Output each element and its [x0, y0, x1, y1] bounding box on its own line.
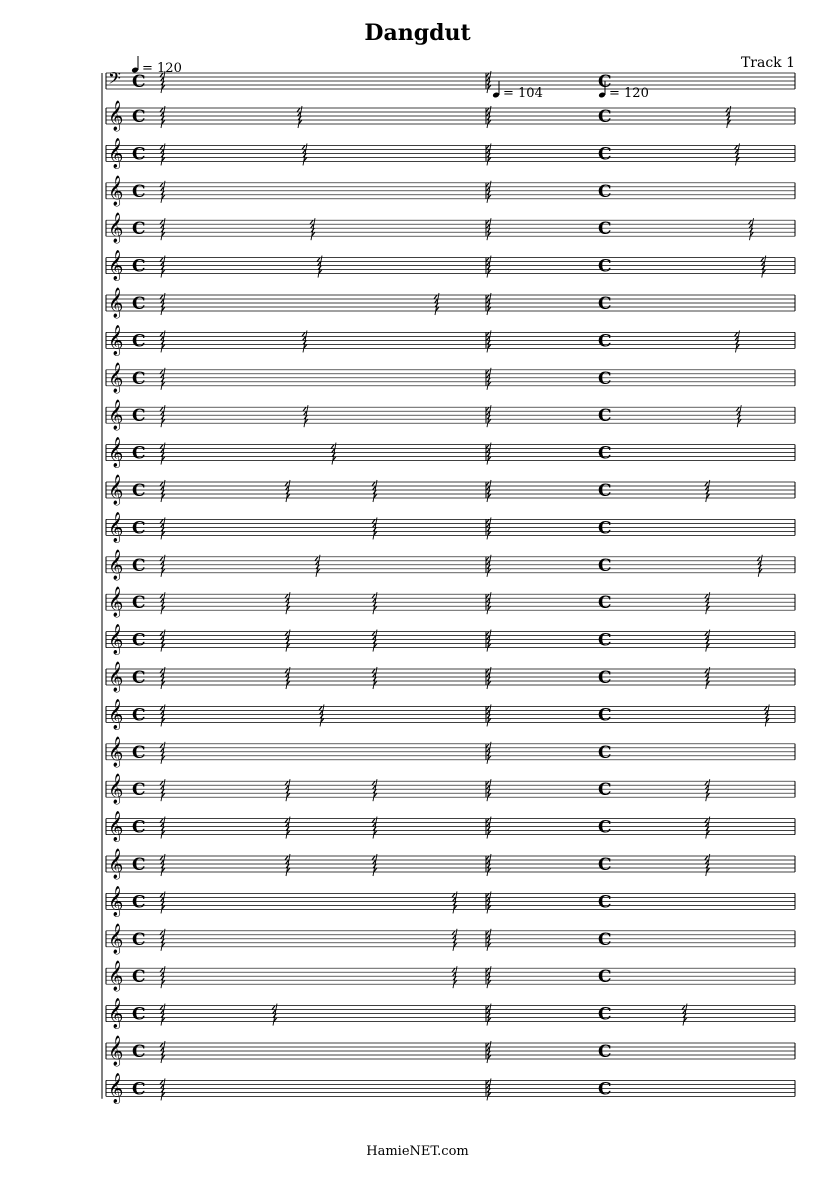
staff	[106, 923, 795, 955]
rest-stroke	[160, 220, 163, 224]
staff	[106, 511, 795, 543]
rest-stroke	[372, 482, 375, 486]
rest-icon	[160, 1078, 165, 1100]
rest-stroke	[160, 931, 163, 935]
tempo-value: = 120	[142, 61, 182, 76]
rest-icon	[486, 517, 491, 539]
rest-icon	[486, 667, 491, 689]
time-signature-change: C	[598, 929, 612, 950]
tempo-value: = 120	[609, 86, 649, 101]
treble-clef-icon: 𝄞	[108, 587, 124, 618]
rest-stroke	[372, 819, 375, 823]
rest-stroke	[160, 145, 163, 149]
rest-icon	[160, 330, 165, 352]
treble-clef-icon: 𝄞	[108, 662, 124, 692]
rest-icon	[452, 891, 457, 913]
staff	[106, 848, 795, 880]
rest-icon	[310, 218, 315, 240]
rest-icon	[486, 143, 491, 165]
rest-icon	[486, 1004, 491, 1026]
staff	[106, 324, 795, 356]
tempo-mark	[492, 81, 543, 101]
rest-icon	[486, 1041, 491, 1063]
staff	[106, 399, 795, 431]
treble-clef-icon: 𝄞	[108, 961, 124, 992]
rest-stroke	[726, 108, 729, 112]
rest-icon	[486, 405, 491, 427]
time-signature: C	[132, 181, 146, 202]
rest-icon	[736, 405, 741, 427]
rest-icon	[486, 779, 491, 801]
time-signature-change: C	[598, 668, 612, 688]
rest-icon	[372, 854, 377, 876]
staff	[106, 698, 795, 730]
rest-stroke	[285, 781, 288, 785]
rest-icon	[705, 779, 710, 801]
treble-clef-icon: 𝄞	[108, 774, 124, 805]
treble-clef-icon: 𝄞	[108, 886, 124, 917]
rest-stroke	[160, 968, 163, 972]
footer-text: HamieNET.com	[366, 1144, 469, 1159]
rest-icon	[160, 742, 165, 764]
treble-clef-icon: 𝄞	[108, 325, 124, 356]
rest-stroke	[160, 594, 163, 598]
rest-icon	[486, 293, 491, 315]
rest-stroke	[297, 108, 300, 112]
rest-icon	[160, 592, 165, 614]
rest-icon	[764, 704, 769, 726]
rest-stroke	[160, 1006, 163, 1010]
rest-icon	[160, 929, 165, 951]
staff	[106, 773, 795, 805]
rest-icon	[372, 779, 377, 801]
time-signature: C	[132, 406, 146, 427]
rest-icon	[486, 106, 491, 128]
time-signature-change: C	[598, 855, 612, 875]
time-signature-change: C	[598, 518, 612, 539]
rest-stroke	[736, 407, 739, 411]
rest-icon	[160, 218, 165, 240]
rest-icon	[160, 368, 165, 390]
staff	[106, 212, 795, 244]
treble-clef-icon: 𝄞	[108, 1036, 124, 1066]
treble-clef-icon: 𝄞	[108, 101, 124, 131]
rest-stroke	[160, 258, 163, 262]
time-signature: C	[132, 555, 146, 576]
treble-clef-icon: 𝄞	[108, 512, 124, 543]
staff	[106, 549, 795, 581]
rest-icon	[705, 817, 710, 839]
time-signature: C	[132, 593, 146, 614]
rest-stroke	[160, 1043, 163, 1047]
time-signature: C	[132, 144, 146, 165]
rest-icon	[372, 480, 377, 502]
rest-icon	[735, 143, 740, 165]
rest-icon	[486, 555, 491, 577]
rest-icon	[315, 555, 320, 577]
rest-stroke	[434, 295, 437, 299]
rest-icon	[372, 667, 377, 689]
time-signature-change: C	[598, 1004, 612, 1025]
rest-icon	[761, 256, 766, 278]
rest-icon	[285, 854, 290, 876]
rest-icon	[160, 143, 165, 165]
rest-stroke	[160, 557, 163, 561]
rest-icon	[486, 854, 491, 876]
rest-stroke	[285, 819, 288, 823]
rest-icon	[372, 817, 377, 839]
rest-icon	[452, 966, 457, 988]
time-signature-change: C	[598, 181, 612, 202]
rest-stroke	[160, 781, 163, 785]
rest-icon	[486, 71, 491, 93]
treble-clef-icon: 𝄞	[108, 175, 124, 206]
rest-icon	[160, 405, 165, 427]
rest-icon	[486, 330, 491, 352]
rest-stroke	[452, 931, 455, 935]
rest-stroke	[761, 258, 764, 262]
time-signature-change: C	[598, 219, 612, 240]
time-signature: C	[132, 892, 146, 913]
footer-credit	[0, 1144, 835, 1159]
rest-icon	[705, 592, 710, 614]
rest-stroke	[317, 258, 320, 262]
rest-stroke	[705, 669, 708, 673]
treble-clef-icon: 𝄞	[108, 624, 124, 655]
rest-stroke	[160, 856, 163, 860]
time-signature: C	[132, 1079, 146, 1100]
staff	[106, 287, 795, 319]
time-signature-change: C	[598, 555, 612, 576]
rest-icon	[726, 106, 731, 128]
rest-icon	[160, 966, 165, 988]
staff	[106, 586, 795, 618]
rest-stroke	[705, 819, 708, 823]
treble-clef-icon: 𝄞	[108, 288, 124, 318]
time-signature: C	[132, 668, 146, 688]
rest-icon	[160, 667, 165, 689]
treble-clef-icon: 𝄞	[108, 811, 124, 842]
time-signature: C	[132, 705, 146, 726]
time-signature: C	[132, 518, 146, 539]
time-signature: C	[132, 1004, 146, 1025]
time-signature-change: C	[598, 967, 612, 988]
staff	[106, 362, 795, 394]
time-signature-change: C	[598, 331, 612, 352]
rest-stroke	[302, 332, 305, 336]
rest-stroke	[160, 1080, 163, 1084]
time-signature: C	[132, 481, 146, 501]
time-signature: C	[132, 294, 146, 314]
rest-stroke	[452, 968, 455, 972]
time-signature: C	[132, 443, 146, 464]
rest-stroke	[315, 557, 318, 561]
rest-icon	[331, 443, 336, 465]
rest-icon	[160, 817, 165, 839]
rest-icon	[486, 443, 491, 465]
staff	[106, 474, 795, 506]
rest-icon	[285, 592, 290, 614]
rest-stroke	[285, 856, 288, 860]
rest-stroke	[160, 632, 163, 636]
rest-icon	[434, 293, 439, 315]
rest-icon	[285, 667, 290, 689]
rest-stroke	[160, 893, 163, 897]
staff	[106, 885, 795, 917]
rest-icon	[160, 891, 165, 913]
rest-stroke	[310, 220, 313, 224]
rest-icon	[705, 667, 710, 689]
rest-icon	[486, 704, 491, 726]
rest-stroke	[749, 220, 752, 224]
time-signature-change: C	[598, 593, 612, 614]
rest-stroke	[160, 819, 163, 823]
rest-stroke	[160, 669, 163, 673]
rest-icon	[735, 330, 740, 352]
rest-icon	[486, 891, 491, 913]
rest-icon	[705, 480, 710, 502]
rest-stroke	[160, 295, 163, 299]
time-signature-change: C	[598, 817, 612, 838]
treble-clef-icon: 𝄞	[108, 923, 124, 954]
rest-stroke	[705, 781, 708, 785]
staff-system	[102, 68, 795, 1104]
rest-icon	[160, 181, 165, 203]
time-signature-change: C	[598, 892, 612, 913]
time-signature-change: C	[598, 294, 612, 314]
treble-clef-icon: 𝄞	[108, 138, 124, 169]
time-signature-change: C	[598, 481, 612, 501]
time-signature-change: C	[598, 406, 612, 427]
rest-stroke	[372, 856, 375, 860]
rest-icon	[160, 704, 165, 726]
time-signature-change: C	[598, 705, 612, 726]
time-signature: C	[132, 72, 146, 92]
rest-icon	[705, 854, 710, 876]
rest-icon	[285, 630, 290, 652]
rest-icon	[160, 106, 165, 128]
time-signature-change: C	[598, 144, 612, 165]
rest-stroke	[682, 1006, 685, 1010]
rest-icon	[486, 480, 491, 502]
rest-stroke	[272, 1006, 275, 1010]
rest-icon	[302, 143, 307, 165]
treble-clef-icon: 𝄞	[108, 400, 124, 431]
treble-clef-icon: 𝄞	[108, 699, 124, 730]
rest-stroke	[160, 706, 163, 710]
tempo-markings	[131, 56, 649, 101]
time-signature-change: C	[598, 107, 612, 127]
rest-stroke	[302, 145, 305, 149]
time-signature: C	[132, 630, 146, 651]
time-signature: C	[132, 107, 146, 127]
time-signature: C	[132, 967, 146, 988]
rest-icon	[160, 443, 165, 465]
rest-stroke	[735, 145, 738, 149]
rest-stroke	[160, 445, 163, 449]
rest-icon	[682, 1004, 687, 1026]
treble-clef-icon: 𝄞	[108, 849, 124, 879]
rest-icon	[486, 929, 491, 951]
rest-stroke	[452, 893, 455, 897]
treble-clef-icon: 𝄞	[108, 475, 124, 505]
rest-stroke	[705, 482, 708, 486]
time-signature-change: C	[598, 72, 612, 92]
bass-clef-icon: 𝄢	[108, 68, 121, 92]
rest-stroke	[705, 594, 708, 598]
time-signature: C	[132, 855, 146, 875]
rest-icon	[486, 742, 491, 764]
time-signature-change: C	[598, 443, 612, 464]
staff	[106, 661, 795, 693]
rest-icon	[757, 555, 762, 577]
rest-icon	[749, 218, 754, 240]
rest-icon	[486, 630, 491, 652]
staff	[106, 100, 795, 132]
time-signature-change: C	[598, 742, 612, 763]
staff	[106, 1035, 795, 1067]
staff	[106, 437, 795, 469]
treble-clef-icon: 𝄞	[108, 1073, 124, 1104]
rest-stroke	[372, 781, 375, 785]
treble-clef-icon: 𝄞	[108, 362, 124, 393]
time-signature: C	[132, 219, 146, 240]
rest-stroke	[705, 632, 708, 636]
treble-clef-icon: 𝄞	[108, 736, 124, 767]
staff	[106, 250, 795, 282]
rest-stroke	[331, 445, 334, 449]
time-signature: C	[132, 256, 146, 277]
rest-icon	[705, 630, 710, 652]
staff	[106, 175, 795, 207]
staff	[106, 68, 795, 93]
rest-icon	[285, 779, 290, 801]
rest-stroke	[160, 519, 163, 523]
rest-stroke	[285, 632, 288, 636]
rest-icon	[160, 517, 165, 539]
tempo-value: = 104	[503, 86, 543, 101]
rest-stroke	[160, 407, 163, 411]
rest-icon	[160, 256, 165, 278]
time-signature-change: C	[598, 780, 612, 801]
rest-stroke	[303, 407, 306, 411]
rest-icon	[486, 592, 491, 614]
treble-clef-icon: 𝄞	[108, 213, 124, 244]
rest-stroke	[372, 519, 375, 523]
time-signature: C	[132, 742, 146, 763]
rest-icon	[372, 630, 377, 652]
rest-icon	[160, 555, 165, 577]
staff	[106, 811, 795, 843]
rest-icon	[486, 218, 491, 240]
treble-clef-icon: 𝄞	[108, 437, 124, 468]
track-label: Track 1	[740, 55, 795, 71]
time-signature-change: C	[598, 256, 612, 277]
rest-icon	[452, 929, 457, 951]
rest-icon	[160, 1004, 165, 1026]
rest-icon	[486, 817, 491, 839]
rest-icon	[372, 592, 377, 614]
rest-icon	[486, 256, 491, 278]
rest-stroke	[285, 669, 288, 673]
rest-stroke	[160, 332, 163, 336]
rest-icon	[272, 1004, 277, 1026]
rest-icon	[160, 480, 165, 502]
treble-clef-icon: 𝄞	[108, 998, 124, 1029]
staff	[106, 960, 795, 992]
rest-stroke	[285, 482, 288, 486]
rest-icon	[486, 1078, 491, 1100]
rest-icon	[372, 517, 377, 539]
time-signature-change: C	[598, 368, 612, 389]
time-signature-change: C	[598, 1042, 612, 1062]
rest-stroke	[735, 332, 738, 336]
rest-icon	[486, 966, 491, 988]
rest-icon	[486, 368, 491, 390]
staff	[106, 137, 795, 169]
rest-icon	[160, 1041, 165, 1063]
rest-stroke	[319, 706, 322, 710]
time-signature: C	[132, 929, 146, 950]
rest-stroke	[160, 183, 163, 187]
staff	[106, 1072, 795, 1104]
staff	[106, 624, 795, 656]
rest-icon	[303, 405, 308, 427]
time-signature: C	[132, 780, 146, 801]
time-signature: C	[132, 368, 146, 389]
time-signature: C	[132, 331, 146, 352]
staff	[106, 998, 795, 1030]
rest-icon	[160, 630, 165, 652]
rest-stroke	[285, 594, 288, 598]
treble-clef-icon: 𝄞	[108, 250, 124, 281]
staff	[106, 736, 795, 768]
rest-icon	[297, 106, 302, 128]
rest-icon	[160, 854, 165, 876]
rest-icon	[317, 256, 322, 278]
rest-stroke	[372, 632, 375, 636]
rest-icon	[486, 181, 491, 203]
time-signature: C	[132, 817, 146, 838]
time-signature-change: C	[598, 1079, 612, 1100]
rest-icon	[319, 704, 324, 726]
rest-icon	[285, 480, 290, 502]
rest-icon	[160, 293, 165, 315]
rest-icon	[302, 330, 307, 352]
treble-clef-icon: 𝄞	[108, 549, 124, 580]
rest-stroke	[160, 744, 163, 748]
time-signature: C	[132, 1042, 146, 1062]
score-title: Dangdut	[364, 20, 471, 46]
rest-stroke	[160, 482, 163, 486]
rest-stroke	[372, 594, 375, 598]
time-signature-change: C	[598, 630, 612, 651]
rest-stroke	[160, 370, 163, 374]
rest-icon	[285, 817, 290, 839]
rest-stroke	[705, 856, 708, 860]
rest-icon	[160, 779, 165, 801]
rest-stroke	[372, 669, 375, 673]
rest-stroke	[160, 108, 163, 112]
rest-stroke	[764, 706, 767, 710]
rest-stroke	[757, 557, 760, 561]
